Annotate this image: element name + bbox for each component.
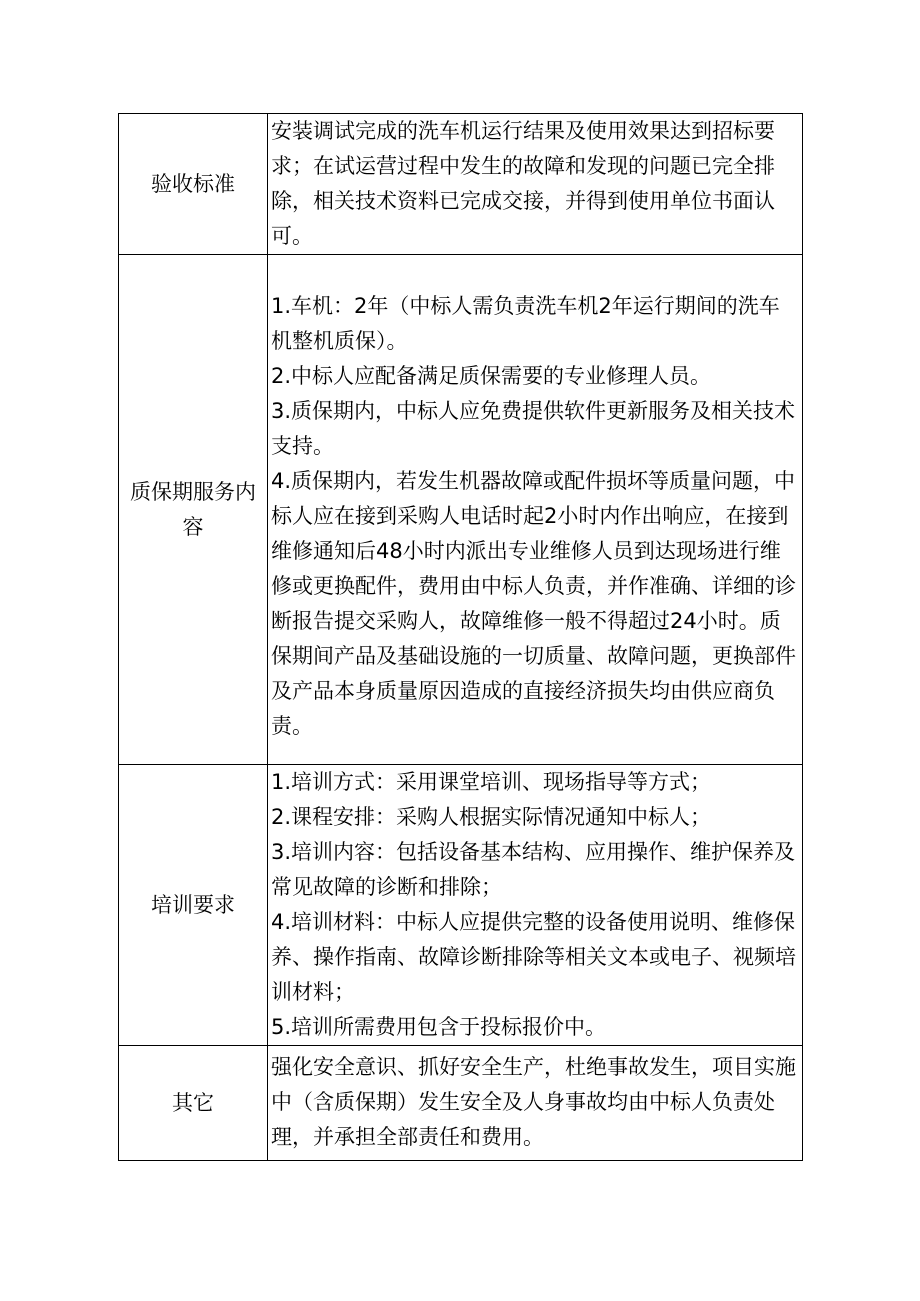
- row-content: [268, 114, 803, 255]
- content-paragraph: 强化安全意识、抓好安全生产，杜绝事故发生，项目实施中（含质保期）发生安全及人身事故均由中标人负责处理，并承担全部责任和费用。: [271, 1055, 796, 1149]
- content-paragraph: 4.质保期内，若发生机器故障或配件损坏等质量问题，中标人应在接到采购人电话时起2小时内作出响应，在接到维修通知后48小时内派出专业维修人员到达现场进行维修或更换配件，费用由中标人负责，并作准确、详细的诊断报告提交采购人，故障维修一般不得超过24小时。质保期间产品及基础设施的一切质量、故障问题，更换部件及产品本身质量原因造成的直接经济损失均由供应商负责。: [271, 469, 796, 738]
- requirements-table: [118, 113, 803, 1161]
- row-content: [268, 765, 803, 1046]
- content-paragraph: 3.培训内容：包括设备基本结构、应用操作、维护保养及常见故障的诊断和排除；: [271, 840, 796, 899]
- table-row-other: [119, 1046, 803, 1161]
- table-row-warranty-service: [119, 255, 803, 765]
- row-label: 验收标准: [119, 114, 268, 255]
- table-row-acceptance-criteria: [119, 114, 803, 255]
- content-paragraph: 4.培训材料：中标人应提供完整的设备使用说明、维修保养、操作指南、故障诊断排除等相关文本或电子、视频培训材料；: [271, 910, 796, 1004]
- row-label: 培训要求: [119, 765, 268, 1046]
- content-paragraph: 3.质保期内，中标人应免费提供软件更新服务及相关技术支持。: [271, 399, 796, 458]
- row-content: [268, 1046, 803, 1161]
- row-label: 质保期服务内容: [119, 255, 268, 765]
- content-paragraph: 2.中标人应配备满足质保需要的专业修理人员。: [271, 364, 712, 388]
- content-paragraph: 2.课程安排：采购人根据实际情况通知中标人；: [271, 805, 712, 829]
- row-label: 其它: [119, 1046, 268, 1161]
- row-content: [268, 255, 803, 765]
- table-row-training-requirements: [119, 765, 803, 1046]
- content-paragraph: 1.培训方式：采用课堂培训、现场指导等方式；: [271, 770, 712, 794]
- content-paragraph: 1.车机：2年（中标人需负责洗车机2年运行期间的洗车机整机质保）。: [271, 294, 780, 353]
- content-paragraph: 安装调试完成的洗车机运行结果及使用效果达到招标要求；在试运营过程中发生的故障和发现的问题已完全排除，相关技术资料已完成交接，并得到使用单位书面认可。: [271, 119, 775, 248]
- content-paragraph: 5.培训所需费用包含于投标报价中。: [271, 1015, 607, 1039]
